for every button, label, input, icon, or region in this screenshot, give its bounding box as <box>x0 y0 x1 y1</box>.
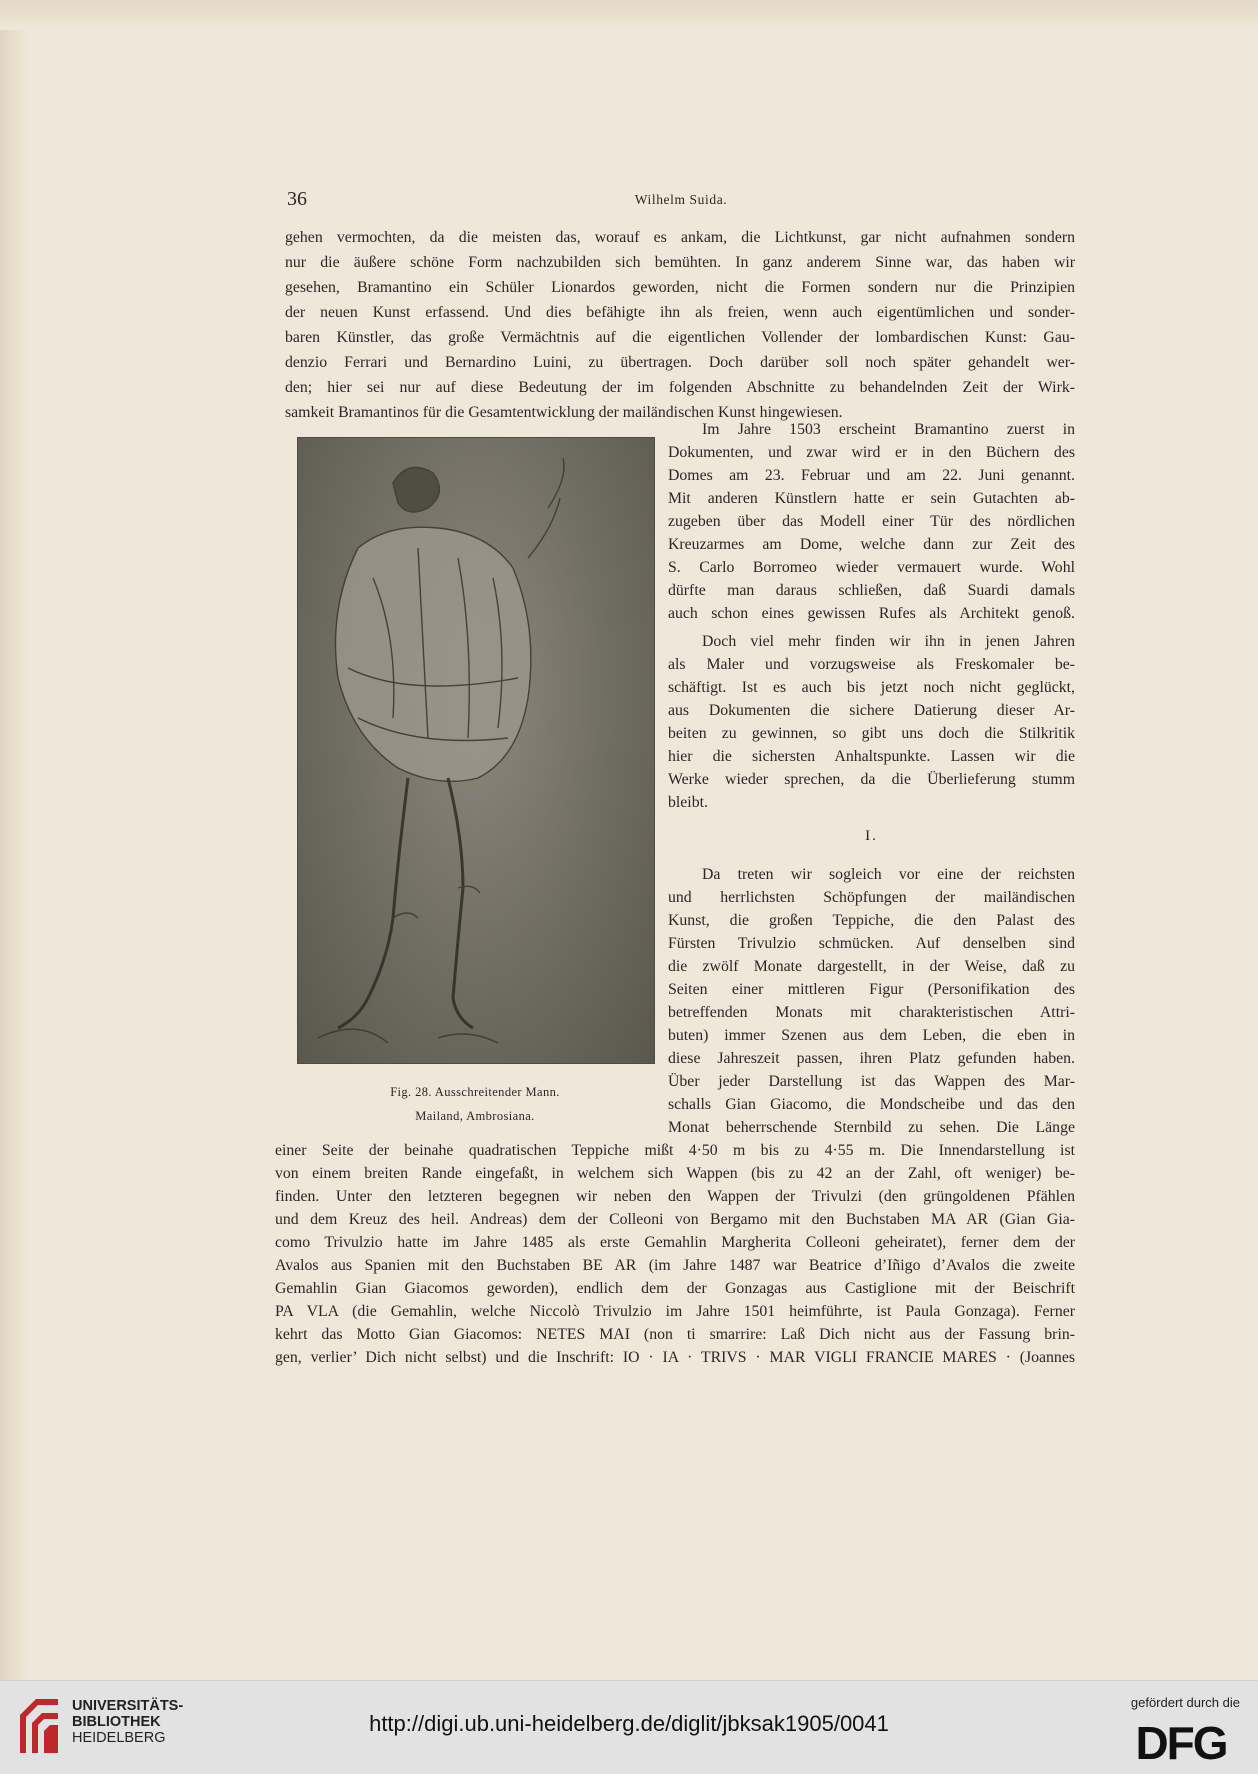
text-line: beiten zu gewinnen, so gibt uns doch die Stilkritik <box>668 725 1075 742</box>
running-head <box>287 188 1075 214</box>
text-line: Dokumenten, und zwar wird er in den Büchern des <box>668 444 1075 461</box>
text-line: nur die äußere schöne Form nachzubilden sich bemühten. In ganz anderem Sinne war, das haben wir <box>285 254 1075 271</box>
text-line: aus Dokumenten die sichere Datierung dieser Ar- <box>668 702 1075 719</box>
text-line: betreffenden Monats mit charakteristischen Attri- <box>668 1004 1075 1021</box>
text-line: Monat beherrschende Sternbild zu sehen. Die Länge <box>668 1119 1075 1136</box>
text-line: schäftigt. Ist es auch bis jetzt noch nicht geglückt, <box>668 679 1075 696</box>
text-line: gesehen, Bramantino ein Schüler Lionardos geworden, nicht die Formen sondern nur die Prinzipien <box>285 279 1075 296</box>
text-line: gen, verlier’ Dich nicht selbst) und die Inschrift: IO · IA · TRIVS · MAR VIGLI FRANCIE MARES · (Joannes <box>275 1349 1075 1366</box>
text-line: einer Seite der beinahe quadratischen Teppiche mißt 4·50 m bis zu 4·55 m. Die Innendarstellung ist <box>275 1142 1075 1159</box>
text-line: Da treten wir sogleich vor eine der reichsten <box>702 866 1075 883</box>
library-name-line-1: UNIVERSITÄTS- <box>72 1698 184 1714</box>
text-line: die zwölf Monate dargestellt, in der Weise, daß zu <box>668 958 1075 975</box>
text-line: Seiten einer mittleren Figur (Personifikation des <box>668 981 1075 998</box>
text-line: finden. Unter den letzteren begegnen wir neben den Wappen der Trivulzi (den grüngoldenen Pfählen <box>275 1188 1075 1205</box>
dfg-logo-icon <box>1122 1719 1240 1763</box>
text-line: der neuen Kunst erfassend. Und dies befähigte ihn als freien, wenn auch eigentümlichen und sonder- <box>285 304 1075 321</box>
text-line: kehrt das Motto Gian Giacomos: NETES MAI (non ti smarrire: Laß Dich nicht aus der Fassung brin- <box>275 1326 1075 1343</box>
text-line: Über jeder Darstellung ist das Wappen des Mar- <box>668 1073 1075 1090</box>
text-line: gehen vermochten, da die meisten das, worauf es ankam, die Lichtkunst, gar nicht aufnahmen sondern <box>285 229 1075 246</box>
text-line: como Trivulzio hatte im Jahre 1485 als erste Gemahlin Margherita Colleoni geheiratet), ferner dem der <box>275 1234 1075 1251</box>
text-line: Gemahlin Gian Giacomos geworden), endlich dem der Gonzagas aus Castiglione mit der Beischrift <box>275 1280 1075 1297</box>
figure-caption-location: Mailand, Ambrosiana. <box>415 1109 535 1123</box>
library-name-line-2: BIBLIOTHEK <box>72 1714 161 1730</box>
section-number: I. <box>865 828 878 844</box>
text-line: Doch viel mehr finden wir ihn in jenen Jahren <box>702 633 1075 650</box>
text-line: Kreuzarmes am Dome, welche dann zur Zeit des <box>668 536 1075 553</box>
text-line: Mit anderen Künstlern hatte er sein Gutachten ab- <box>668 490 1075 507</box>
text-line: denzio Ferrari und Bernardino Luini, zu übertragen. Doch darüber soll noch später gehandelt wer- <box>285 354 1075 371</box>
text-line: zugeben über das Modell einer Tür des nördlichen <box>668 513 1075 530</box>
text-line: auch schon eines gewissen Rufes als Architekt genoß. <box>668 605 1075 622</box>
text-line: schalls Gian Giacomo, die Mondscheibe und das den <box>668 1096 1075 1113</box>
running-head-author: Wilhelm Suida. <box>634 192 728 207</box>
text-line: dürfte man daraus schließen, daß Suardi damals <box>668 582 1075 599</box>
page-edge-shadow-left <box>0 0 28 1680</box>
page-edge-shadow-top <box>0 0 1258 30</box>
text-line: Fürsten Trivulzio schmücken. Auf denselben sind <box>668 935 1075 952</box>
figure-caption-title: Fig. 28. Ausschreitender Mann. <box>390 1085 560 1099</box>
library-name-line-3: HEIDELBERG <box>72 1730 166 1746</box>
permalink-url[interactable]: http://digi.ub.uni-heidelberg.de/diglit/jbksak1905/0041 <box>369 1711 889 1736</box>
text-line: Werke wieder sprechen, da die Überlieferung stumm <box>668 771 1075 788</box>
text-line: Avalos aus Spanien mit den Buchstaben BE AR (im Jahre 1487 war Beatrice d’Iñigo d’Avalos die zweite <box>275 1257 1075 1274</box>
text-line: samkeit Bramantinos für die Gesamtentwicklung der mailändischen Kunst hingewiesen. <box>285 404 843 421</box>
text-line: Im Jahre 1503 erscheint Bramantino zuerst in <box>702 421 1075 438</box>
text-line: als Maler und vorzugsweise als Freskomaler be- <box>668 656 1075 673</box>
funding-note: gefördert durch die <box>1130 1695 1240 1710</box>
text-line: buten) immer Szenen aus dem Leben, die eben in <box>668 1027 1075 1044</box>
figure-drawing-striding-man <box>297 437 655 1064</box>
text-line: und herrlichsten Schöpfungen der mailändischen <box>668 889 1075 906</box>
viewer-footer <box>0 1680 1258 1774</box>
text-line: hier die sichersten Anhaltspunkte. Lassen wir die <box>668 748 1075 765</box>
page-number: 36 <box>287 188 307 210</box>
text-line: und dem Kreuz des heil. Andreas) dem der Colleoni von Bergamo mit den Buchstaben MA AR (Gian Gia- <box>275 1211 1075 1228</box>
dfg-logo-text: DFG <box>1135 1719 1227 1763</box>
text-line: bleibt. <box>668 794 708 811</box>
text-line: Kunst, die großen Teppiche, die den Palast des <box>668 912 1075 929</box>
text-line: baren Künstler, das große Vermächtnis auf die eigentlichen Vollender der lombardischen Kunst: Gau- <box>285 329 1075 346</box>
text-line: von einem breiten Rande eingefaßt, in welchem sich Wappen (bis zu 42 an der Zahl, oft weniger) be- <box>275 1165 1075 1182</box>
text-line: Domes am 23. Februar und am 22. Juni genannt. <box>668 467 1075 484</box>
text-line: den; hier sei nur auf diese Bedeutung der im folgenden Abschnitte zu behandelnden Zeit der Wirk- <box>285 379 1075 396</box>
drawing-illustration <box>298 438 654 1063</box>
text-line: diese Jahreszeit passen, ihren Platz gefunden haben. <box>668 1050 1075 1067</box>
text-line: S. Carlo Borromeo wieder vermauert wurde. Wohl <box>668 559 1075 576</box>
text-line: PA VLA (die Gemahlin, welche Niccolò Trivulzio im Jahre 1501 heimführte, ist Paula Gonzaga). Ferner <box>275 1303 1075 1320</box>
